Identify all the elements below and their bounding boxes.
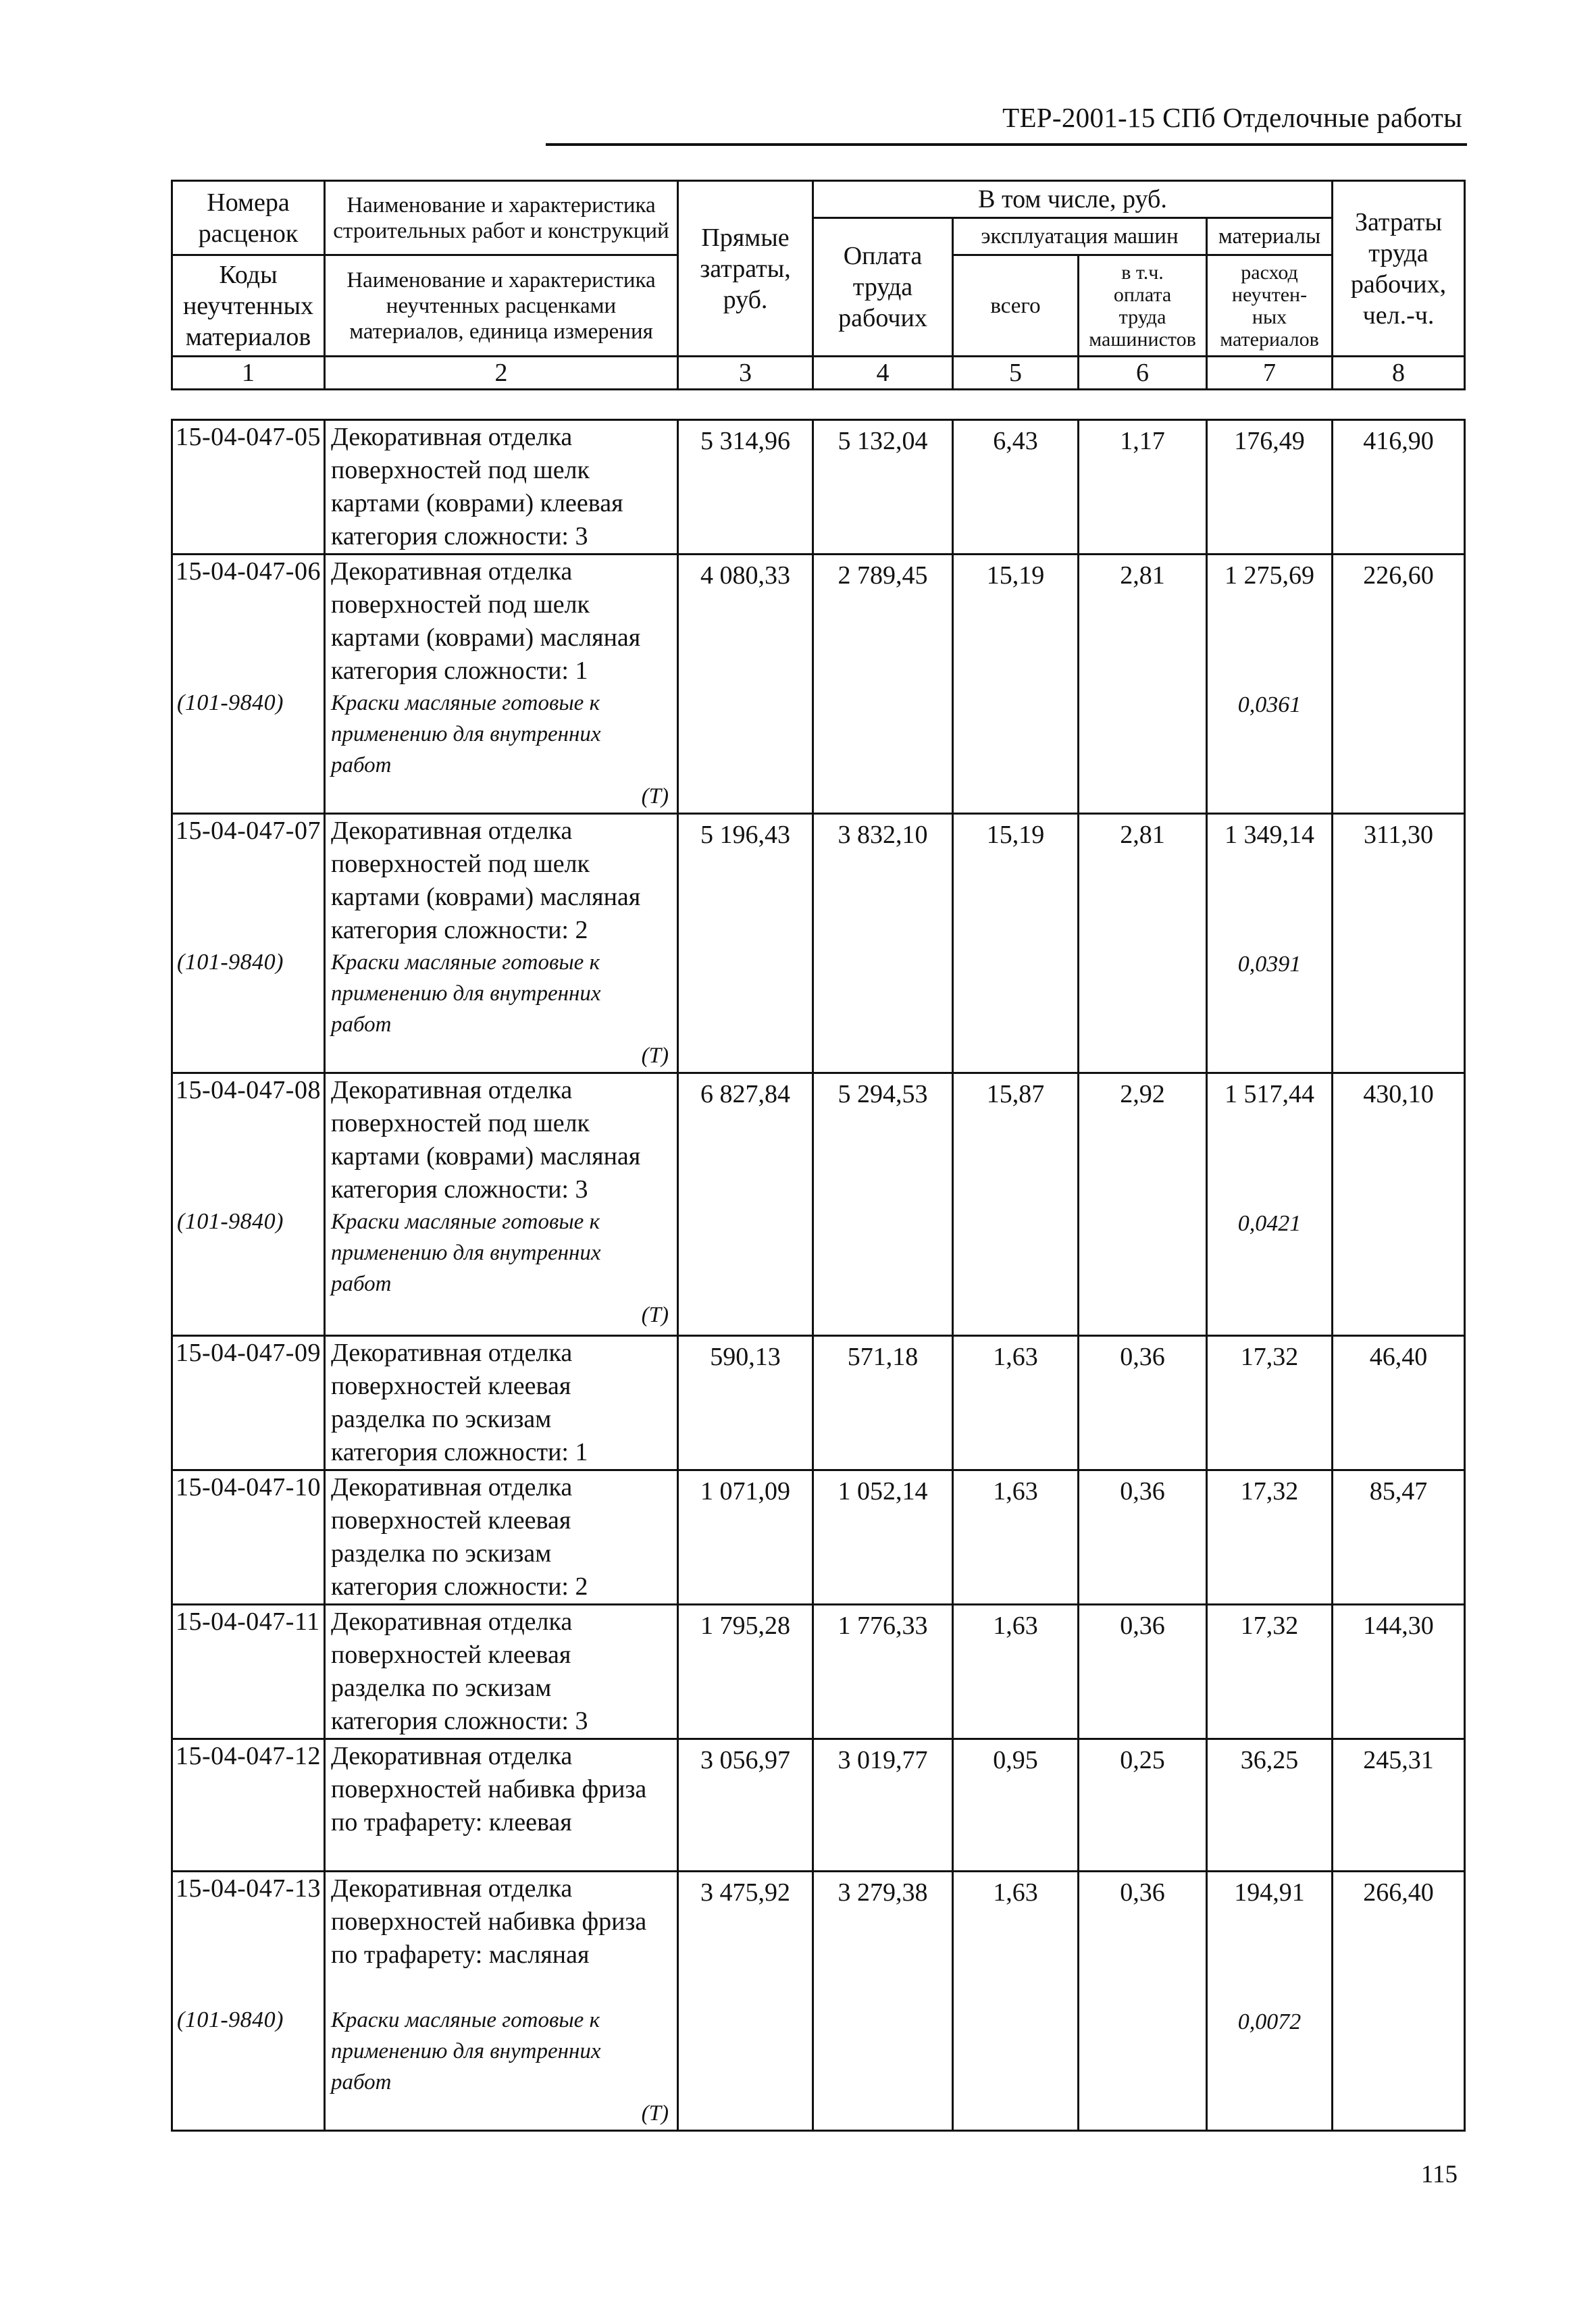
material-code: (101-9840) xyxy=(177,1209,284,1234)
col3-header: Прямые затраты, руб. xyxy=(678,181,813,357)
table-row xyxy=(172,1872,1465,2131)
work-name: Декоративная отделка поверхностей набивка фриза по трафарету: клеевая xyxy=(325,1739,678,1872)
col2-header-bottom: Наименование и характеристика неучтенных расценками материалов, единица измерения xyxy=(325,255,678,357)
operators-pay: 2,92 xyxy=(1079,1073,1207,1336)
labor-pay: 2 789,45 xyxy=(813,555,953,814)
materials-cost: 1 517,44 0,0421 xyxy=(1207,1073,1333,1336)
rate-code: 15-04-047-11 xyxy=(172,1605,325,1739)
page-number: 115 xyxy=(1420,2161,1458,2188)
work-name: Декоративная отделка поверхностей под шелк картами (коврами) масляная категория сложности: 3 Краски масляные готовые к применению для внутренних работ (Т) xyxy=(325,1073,678,1336)
operators-pay: 2,81 xyxy=(1079,814,1207,1073)
material-unit: (Т) xyxy=(641,1303,669,1327)
materials-cost: 17,32 xyxy=(1207,1470,1333,1605)
materials-cost: 194,91 0,0072 xyxy=(1207,1872,1333,2131)
direct-costs: 1 795,28 xyxy=(678,1605,813,1739)
rate-code: 15-04-047-06 (101-9840) xyxy=(172,555,325,814)
labor-pay: 3 019,77 xyxy=(813,1739,953,1872)
material-code: (101-9840) xyxy=(177,690,284,715)
machines-total: 0,95 xyxy=(953,1739,1079,1872)
direct-costs: 3 475,92 xyxy=(678,1872,813,2131)
col-number-3: 3 xyxy=(678,357,813,390)
material-qty: 0,0421 xyxy=(1237,1211,1302,1236)
machines-header: эксплуатация машин xyxy=(953,218,1207,255)
col6-header: в т.ч. оплата труда машинистов xyxy=(1079,255,1207,357)
table-row xyxy=(172,1605,1465,1739)
work-name: Декоративная отделка поверхностей клеевая разделка по эскизам категория сложности: 3 xyxy=(325,1605,678,1739)
direct-costs: 5 196,43 xyxy=(678,814,813,1073)
rate-code: 15-04-047-10 xyxy=(172,1470,325,1605)
table-row xyxy=(172,555,1465,814)
labor-hours: 266,40 xyxy=(1333,1872,1465,2131)
operators-pay: 0,36 xyxy=(1079,1470,1207,1605)
rate-code: 15-04-047-05 xyxy=(172,420,325,555)
table-row xyxy=(172,1739,1465,1872)
labor-hours: 311,30 xyxy=(1333,814,1465,1073)
machines-total: 1,63 xyxy=(953,1872,1079,2131)
materials-cost: 17,32 xyxy=(1207,1336,1333,1470)
material-unit: (Т) xyxy=(641,1044,669,1068)
machines-total: 15,19 xyxy=(953,555,1079,814)
labor-hours: 416,90 xyxy=(1333,420,1465,555)
table-row xyxy=(172,1073,1465,1336)
column-header-table xyxy=(171,180,1466,390)
labor-hours: 245,31 xyxy=(1333,1739,1465,1872)
table-row xyxy=(172,1336,1465,1470)
col1-header-bottom: Коды неучтенных материалов xyxy=(172,255,325,357)
work-name: Декоративная отделка поверхностей под шелк картами (коврами) клеевая категория сложности: 3 xyxy=(325,420,678,555)
direct-costs: 590,13 xyxy=(678,1336,813,1470)
running-title: ТЕР-2001-15 СПб Отделочные работы xyxy=(1002,102,1462,133)
materials-cost: 176,49 xyxy=(1207,420,1333,555)
machines-total: 6,43 xyxy=(953,420,1079,555)
group-header: В том числе, руб. xyxy=(813,181,1333,218)
col5-header: всего xyxy=(953,255,1079,357)
header-rule xyxy=(546,143,1467,146)
col-number-7: 7 xyxy=(1207,357,1333,390)
work-name: Декоративная отделка поверхностей клеевая разделка по эскизам категория сложности: 2 xyxy=(325,1470,678,1605)
materials-cost: 36,25 xyxy=(1207,1739,1333,1872)
labor-hours: 226,60 xyxy=(1333,555,1465,814)
labor-hours: 85,47 xyxy=(1333,1470,1465,1605)
rate-code: 15-04-047-07 (101-9840) xyxy=(172,814,325,1073)
rate-code: 15-04-047-09 xyxy=(172,1336,325,1470)
direct-costs: 5 314,96 xyxy=(678,420,813,555)
table-row xyxy=(172,814,1465,1073)
labor-pay: 5 132,04 xyxy=(813,420,953,555)
machines-total: 15,87 xyxy=(953,1073,1079,1336)
work-name: Декоративная отделка поверхностей клеевая разделка по эскизам категория сложности: 1 xyxy=(325,1336,678,1470)
direct-costs: 6 827,84 xyxy=(678,1073,813,1336)
materials-cost: 17,32 xyxy=(1207,1605,1333,1739)
labor-pay: 1 776,33 xyxy=(813,1605,953,1739)
direct-costs: 4 080,33 xyxy=(678,555,813,814)
operators-pay: 0,36 xyxy=(1079,1336,1207,1470)
labor-hours: 144,30 xyxy=(1333,1605,1465,1739)
col8-header: Затраты труда рабочих, чел.-ч. xyxy=(1333,181,1465,357)
labor-pay: 3 832,10 xyxy=(813,814,953,1073)
table-row xyxy=(172,420,1465,555)
operators-pay: 1,17 xyxy=(1079,420,1207,555)
col-number-4: 4 xyxy=(813,357,953,390)
col4-header: Оплата труда рабочих xyxy=(813,218,953,357)
table-row xyxy=(172,1470,1465,1605)
col1-header-top: Номера расценок xyxy=(172,181,325,255)
operators-pay: 0,36 xyxy=(1079,1605,1207,1739)
material-unit: (Т) xyxy=(641,784,669,808)
machines-total: 15,19 xyxy=(953,814,1079,1073)
col-number-1: 1 xyxy=(172,357,325,390)
material-code: (101-9840) xyxy=(177,950,284,975)
operators-pay: 2,81 xyxy=(1079,555,1207,814)
rates-table xyxy=(171,419,1466,2132)
direct-costs: 3 056,97 xyxy=(678,1739,813,1872)
material-name: Краски масляные готовые к применению для внутренних работ xyxy=(331,2008,601,2094)
labor-hours: 46,40 xyxy=(1333,1336,1465,1470)
machines-total: 1,63 xyxy=(953,1470,1079,1605)
labor-pay: 3 279,38 xyxy=(813,1872,953,2131)
col-number-5: 5 xyxy=(953,357,1079,390)
operators-pay: 0,36 xyxy=(1079,1872,1207,2131)
work-name: Декоративная отделка поверхностей набивка фриза по трафарету: масляная Краски масляные готовые к применению для внутренних работ (Т) xyxy=(325,1872,678,2131)
col-number-8: 8 xyxy=(1333,357,1465,390)
col7-header: расход неучтен- ных материалов xyxy=(1207,255,1333,357)
labor-pay: 1 052,14 xyxy=(813,1470,953,1605)
operators-pay: 0,25 xyxy=(1079,1739,1207,1872)
material-code: (101-9840) xyxy=(177,2007,284,2032)
rate-code: 15-04-047-13 (101-9840) xyxy=(172,1872,325,2131)
direct-costs: 1 071,09 xyxy=(678,1470,813,1605)
labor-pay: 5 294,53 xyxy=(813,1073,953,1336)
materials-header: материалы xyxy=(1207,218,1333,255)
machines-total: 1,63 xyxy=(953,1336,1079,1470)
materials-cost: 1 349,14 0,0391 xyxy=(1207,814,1333,1073)
col2-header-top: Наименование и характеристика строительных работ и конструкций xyxy=(325,181,678,255)
work-name: Декоративная отделка поверхностей под шелк картами (коврами) масляная категория сложности: 2 Краски масляные готовые к применению для внутренних работ (Т) xyxy=(325,814,678,1073)
material-qty: 0,0391 xyxy=(1237,952,1302,977)
rate-code: 15-04-047-12 xyxy=(172,1739,325,1872)
col-number-6: 6 xyxy=(1079,357,1207,390)
material-qty: 0,0361 xyxy=(1237,692,1302,717)
materials-cost: 1 275,69 0,0361 xyxy=(1207,555,1333,814)
col-number-2: 2 xyxy=(325,357,678,390)
material-qty: 0,0072 xyxy=(1237,2009,1302,2034)
material-name: Краски масляные готовые к применению для внутренних работ xyxy=(331,950,601,1037)
labor-hours: 430,10 xyxy=(1333,1073,1465,1336)
machines-total: 1,63 xyxy=(953,1605,1079,1739)
material-unit: (Т) xyxy=(641,2101,669,2126)
labor-pay: 571,18 xyxy=(813,1336,953,1470)
material-name: Краски масляные готовые к применению для внутренних работ xyxy=(331,691,601,777)
rate-code: 15-04-047-08 (101-9840) xyxy=(172,1073,325,1336)
material-name: Краски масляные готовые к применению для внутренних работ xyxy=(331,1210,601,1296)
work-name: Декоративная отделка поверхностей под шелк картами (коврами) масляная категория сложности: 1 Краски масляные готовые к применению для внутренних работ (Т) xyxy=(325,555,678,814)
